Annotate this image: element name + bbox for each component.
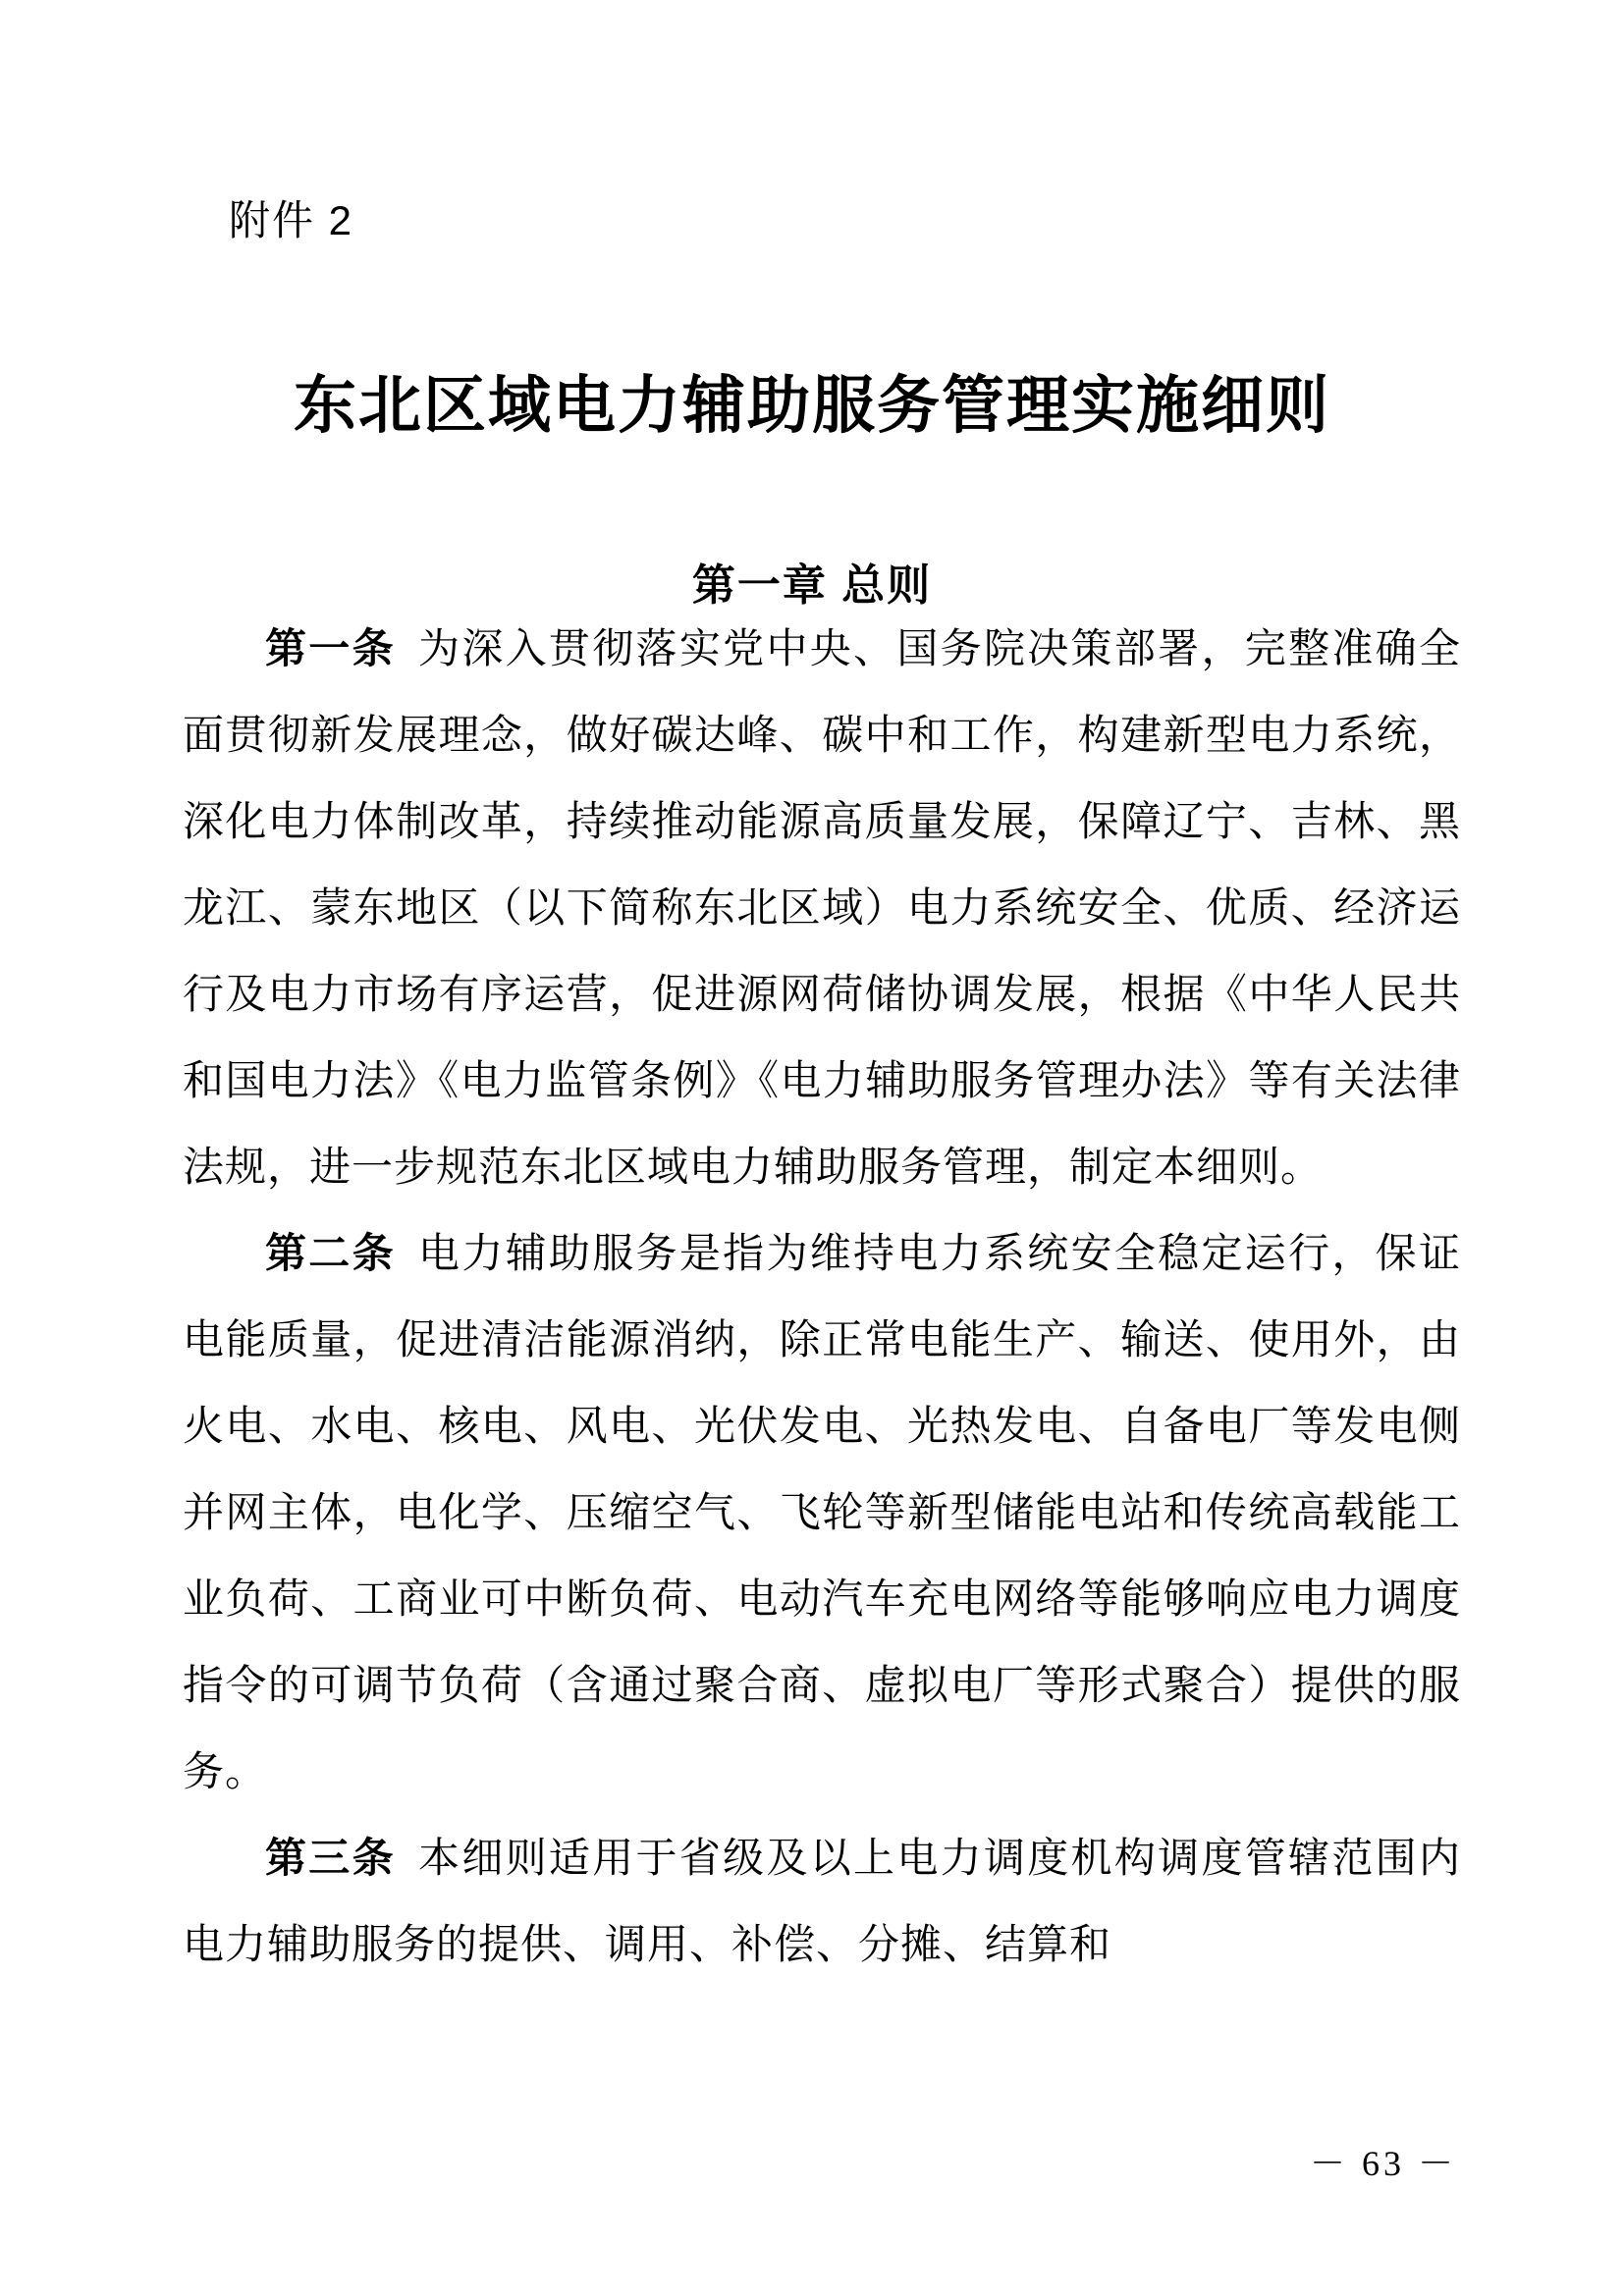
- paragraph-article-1: [183, 607, 1461, 1211]
- article-1-number: 第一条: [265, 627, 396, 672]
- article-1-text: 为深入贯彻落实党中央、国务院决策部署，完整准确全面贯彻新发展理念，做好碳达峰、碳中和工作，构建新型电力系统，深化电力体制改革，持续推动能源高质量发展，保障辽宁、吉林、黑龙江、蒙东地区（以下简称东北区域）电力系统安全、优质、经济运行及电力市场有序运营，促进源网荷储协调发展，根据《中华人民共和国电力法》《电力监管条例》《电力辅助服务管理办法》等有关法律法规，进一步规范东北区域电力辅助服务管理，制定本细则。: [183, 627, 1461, 1191]
- article-3-number: 第三条: [265, 1837, 396, 1882]
- article-3-text: 本细则适用于省级及以上电力调度机构调度管辖范围内电力辅助服务的提供、调用、补偿、分摊、结算和: [183, 1837, 1461, 1968]
- article-2-text: 电力辅助服务是指为维持电力系统安全稳定运行，保证电能质量，促进清洁能源消纳，除正常电能生产、输送、使用外，由火电、水电、核电、风电、光伏发电、光热发电、自备电厂等发电侧并网主体，电化学、压缩空气、飞轮等新型储能电站和传统高载能工业负荷、工商业可中断负荷、电动汽车充电网络等能够响应电力调度指令的可调节负荷（含通过聚合商、虚拟电厂等形式聚合）提供的服务。: [183, 1232, 1461, 1795]
- document-body: [183, 607, 1461, 1989]
- paragraph-article-2: [183, 1211, 1461, 1816]
- article-2-number: 第二条: [265, 1232, 396, 1277]
- chapter-heading: 第一章 总则: [691, 561, 933, 610]
- paragraph-article-3: [183, 1816, 1461, 1989]
- document-title: 东北区域电力辅助服务管理实施细则: [294, 371, 1330, 441]
- attachment-label: 附件 2: [229, 197, 354, 243]
- page-number: － 63 －: [1309, 2144, 1457, 2183]
